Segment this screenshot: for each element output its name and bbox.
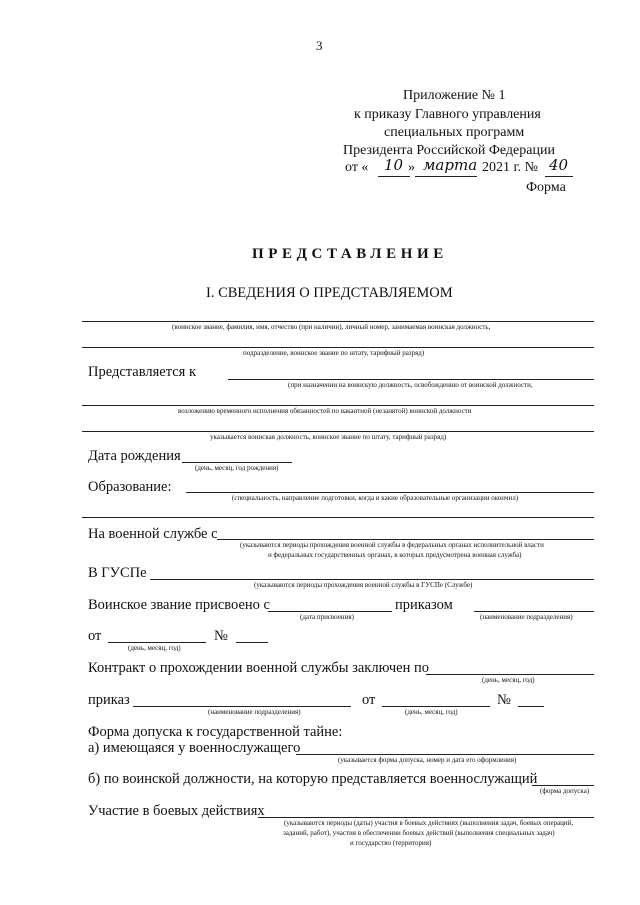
order2-date-hint: (день, месяц, год) [405, 708, 458, 716]
rank-from-date-hint: (день, месяц, год) [128, 644, 181, 652]
presented-field-hint: (при назначении на воинскую должность, освобождению от воинской должности, [288, 381, 533, 389]
position-field-line[interactable] [82, 431, 594, 432]
presented-field-line[interactable] [228, 379, 594, 380]
contract-date-field-line[interactable] [426, 674, 594, 675]
gusp-label: В ГУСПе [88, 565, 147, 581]
order2-unit-hint: (наименование подразделения) [208, 708, 301, 716]
service-field-hint-1: (указываются периоды прохождения военной службы в федеральных органах исполнительной власти [240, 541, 544, 549]
access-a-hint: (указывается форма допуска, номер и дата его оформления) [338, 756, 517, 764]
unit-field-hint: подразделение, воинское звание по штату, тарифный разряд) [243, 349, 425, 357]
order2-from-label: от [362, 692, 376, 708]
rank-label: Воинское звание присвоено с [88, 597, 270, 613]
education-field-line-2[interactable] [82, 517, 594, 518]
access-b-label: б) по воинской должности, на которую представляется военнослужащий [88, 771, 538, 787]
presented-label: Представляется к [88, 364, 197, 380]
name-field-line[interactable] [82, 321, 594, 322]
access-b-hint: (форма допуска) [540, 787, 590, 795]
access-label: Форма допуска к государственной тайне: [88, 724, 343, 740]
service-field-hint-2: и федеральных государственных органах, в которых предусмотрена военная служба) [268, 551, 522, 559]
appendix-president-line: Президента Российской Федерации [343, 143, 555, 158]
appendix-title: Приложение № 1 [403, 88, 506, 103]
rank-date-hint: (дата присвоения) [300, 613, 354, 621]
date-month-handwritten: марта [423, 156, 478, 174]
combat-field-line[interactable] [258, 817, 594, 818]
birth-label: Дата рождения [88, 448, 181, 464]
form-label: Форма [526, 180, 566, 195]
combat-hint-1: (указываются периоды (даты) участия в боевых действиях (выполнения задач, боевых операций, [284, 819, 574, 827]
document-title: ПРЕДСТАВЛЕНИЕ [252, 246, 448, 262]
order2-number-label: № [497, 692, 511, 708]
access-a-field-line[interactable] [296, 754, 594, 755]
service-field-line[interactable] [217, 539, 594, 540]
order2-unit-field-line[interactable] [133, 706, 351, 707]
position-field-hint: указывается воинская должность, воинское звание по штату, тарифный разряд) [210, 433, 447, 441]
date-mid: » [408, 160, 415, 175]
education-field-hint: (специальность, направление подготовки, когда и какие образовательные организации окончил) [232, 494, 519, 502]
rank-date-field-line[interactable] [268, 611, 392, 612]
contract-label: Контракт о прохождении военной службы заключен по [88, 660, 429, 676]
date-day-handwritten: 10 [384, 156, 404, 174]
gusp-field-line[interactable] [150, 579, 594, 580]
education-label: Образование: [88, 479, 172, 495]
rank-from-date-line[interactable] [108, 642, 206, 643]
order2-date-field-line[interactable] [382, 706, 490, 707]
page-number: 3 [316, 38, 323, 53]
vacant-field-line[interactable] [82, 405, 594, 406]
name-field-hint: (воинское звание, фамилия, имя, отчество (при наличии), личный номер, занимаемая воинская должность, [172, 323, 491, 331]
combat-hint-2: заданий, работ), участия в обеспечении боевых действий (выполнения специальных задач) [283, 829, 555, 837]
gusp-field-hint: (указываются периоды прохождения военной службы в ГУСПе (Службе) [254, 581, 473, 589]
combat-label: Участие в боевых действиях [88, 803, 265, 819]
combat-hint-3: и государство (территория) [350, 839, 432, 847]
contract-date-hint: (день, месяц, год) [482, 676, 535, 684]
rank-order-label: приказом [395, 597, 453, 613]
birth-field-line[interactable] [182, 462, 292, 463]
birth-field-hint: (день, месяц, год рождения) [195, 464, 279, 472]
access-a-label: а) имеющаяся у военнослужащего [88, 740, 301, 756]
access-b-field-line[interactable] [532, 785, 594, 786]
vacant-field-hint: возложению временного исполнения обязанностей по вакантной (незанятой) воинской должности [178, 407, 472, 415]
order2-number-field-line[interactable] [518, 706, 544, 707]
rank-from-label: от [88, 628, 102, 644]
education-field-line[interactable] [186, 492, 594, 493]
order-number-handwritten: 40 [549, 156, 569, 174]
appendix-order-line: к приказу Главного управления [354, 107, 541, 122]
rank-unit-hint: (наименование подразделения) [480, 613, 573, 621]
rank-unit-field-line[interactable] [474, 611, 594, 612]
rank-number-field-line[interactable] [236, 642, 268, 643]
date-year: 2021 г. № [482, 160, 539, 175]
appendix-programs-line: специальных программ [384, 125, 525, 140]
section-title: I. СВЕДЕНИЯ О ПРЕДСТАВЛЯЕМОМ [206, 285, 453, 301]
date-prefix: от « [345, 160, 369, 175]
unit-field-line[interactable] [82, 347, 594, 348]
service-label: На военной службе с [88, 526, 218, 542]
rank-number-label: № [214, 628, 228, 644]
order2-label: приказ [88, 692, 130, 708]
appendix-date-line [345, 156, 575, 180]
